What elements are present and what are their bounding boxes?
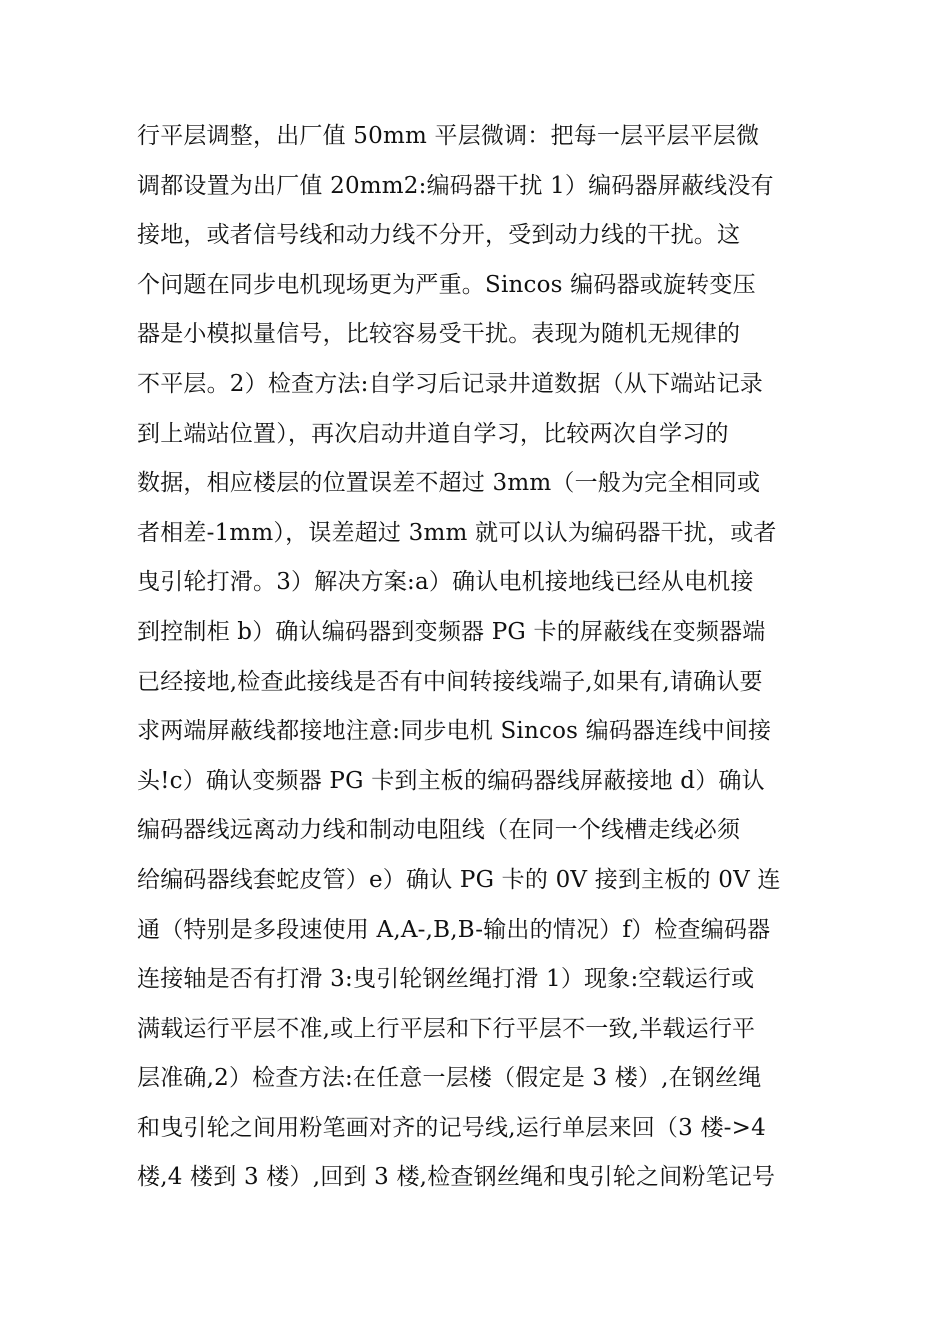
text-line: 已经接地,检查此接线是否有中间转接线端子,如果有,请确认要 <box>137 668 763 695</box>
text-line: 数据，相应楼层的位置误差不超过 3mm（一般为完全相同或 <box>137 470 761 497</box>
text-line: 通（特别是多段速使用 A,A-,B,B-输出的情况）f）检查编码器 <box>137 916 771 943</box>
text-line: 者相差-1mm），误差超过 3mm 就可以认为编码器干扰，或者 <box>137 519 777 546</box>
text-line: 器是小模拟量信号，比较容易受干扰。表现为随机无规律的 <box>137 321 741 348</box>
text-line: 到控制柜 b）确认编码器到变频器 PG 卡的屏蔽线在变频器端 <box>137 618 766 645</box>
text-line: 个问题在同步电机现场更为严重。Sincos 编码器或旋转变压 <box>137 271 756 298</box>
text-line: 给编码器线套蛇皮管）e）确认 PG 卡的 0V 接到主板的 0V 连 <box>137 866 781 893</box>
body-text <box>137 112 837 1203</box>
text-line: 求两端屏蔽线都接地注意:同步电机 Sincos 编码器连线中间接 <box>137 718 772 745</box>
text-line: 曳引轮打滑。3）解决方案:a）确认电机接地线已经从电机接 <box>137 569 754 596</box>
text-line: 到上端站位置），再次启动井道自学习，比较两次自学习的 <box>137 420 729 447</box>
text-line: 不平层。2）检查方法:自学习后记录井道数据（从下端站记录 <box>137 370 763 397</box>
text-line: 头!c）确认变频器 PG 卡到主板的编码器线屏蔽接地 d）确认 <box>137 767 765 794</box>
text-line: 连接轴是否有打滑 3:曳引轮钢丝绳打滑 1）现象:空载运行或 <box>137 966 755 993</box>
text-line: 满载运行平层不准,或上行平层和下行平层不一致,半载运行平 <box>137 1015 756 1042</box>
text-line: 行平层调整，出厂值 50mm 平层微调：把每一层平层平层微 <box>137 123 760 149</box>
text-line: 调都设置为出厂值 20mm2:编码器干扰 1）编码器屏蔽线没有 <box>137 172 774 199</box>
text-line: 层准确,2）检查方法:在任意一层楼（假定是 3 楼）,在钢丝绳 <box>137 1065 762 1092</box>
text-line: 接地，或者信号线和动力线不分开，受到动力线的干扰。这 <box>137 222 741 249</box>
text-line: 和曳引轮之间用粉笔画对齐的记号线,运行单层来回（3 楼->4 <box>137 1114 766 1141</box>
text-line: 编码器线远离动力线和制动电阻线（在同一个线槽走线必须 <box>137 817 741 844</box>
text-line: 楼,4 楼到 3 楼）,回到 3 楼,检查钢丝绳和曳引轮之间粉笔记号 <box>137 1164 776 1191</box>
